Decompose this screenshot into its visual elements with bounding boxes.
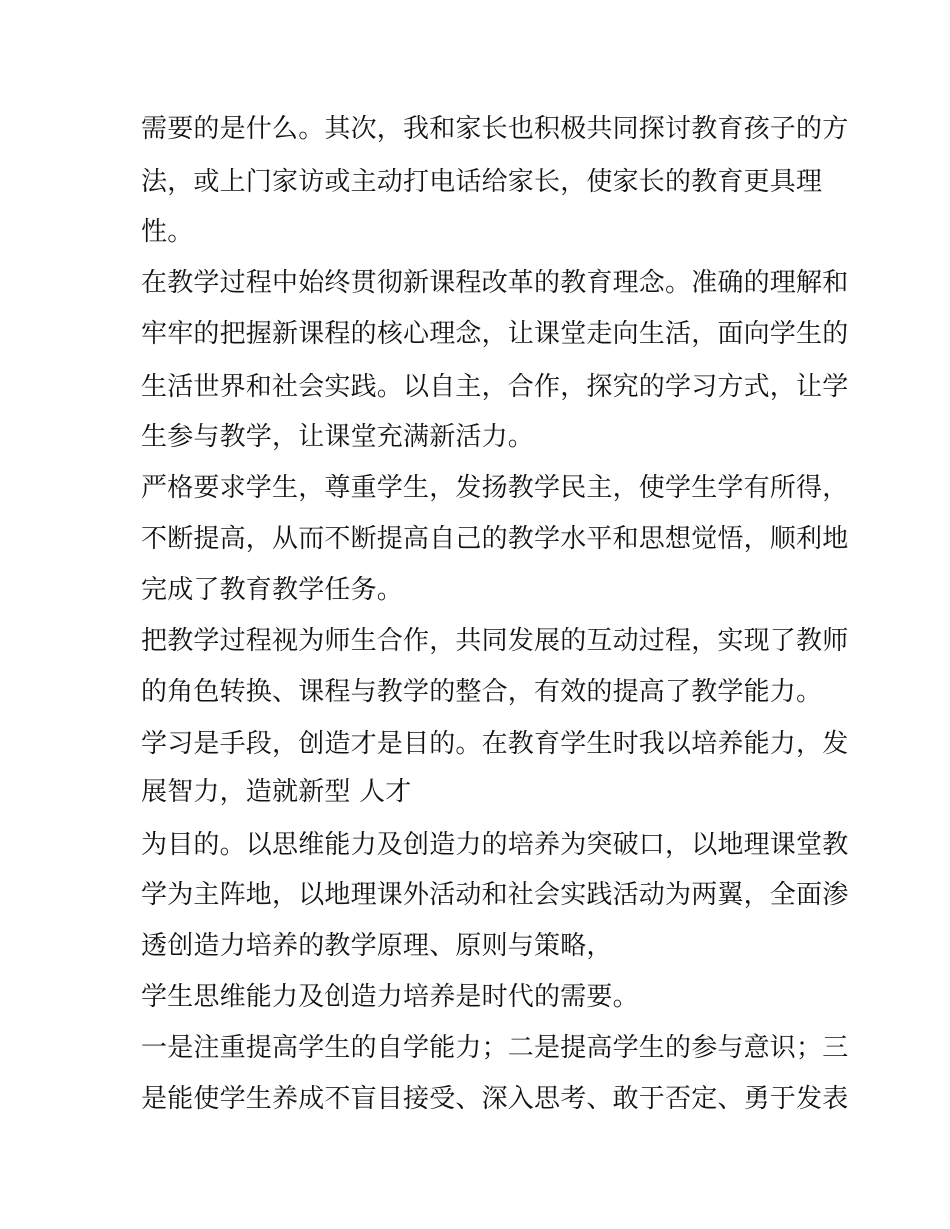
text-line: 把教学过程视为师生合作，共同发展的互动过程，实现了教师 xyxy=(141,626,849,656)
text-line: 的角色转换、课程与教学的整合，有效的提高了教学能力。 xyxy=(141,677,823,707)
text-line: 完成了教育教学任务。 xyxy=(141,575,404,605)
text-line: 生活世界和社会实践。以自主，合作，探究的学习方式，让学 xyxy=(141,372,849,402)
text-line: 需要的是什么。其次，我和家长也积极共同探讨教育孩子的方 xyxy=(141,114,849,144)
text-line: 严格要求学生，尊重学生，发扬教学民主，使学生学有所得， xyxy=(141,473,849,503)
text-line: 牢牢的把握新课程的核心理念，让课堂走向生活，面向学生的 xyxy=(141,319,849,349)
text-line: 一是注重提高学生的自学能力；二是提高学生的参与意识；三 xyxy=(141,1033,849,1063)
text-line: 展智力，造就新型 人才 xyxy=(141,777,412,807)
text-line: 法，或上门家访或主动打电话给家长，使家长的教育更具理 xyxy=(141,167,823,197)
text-line: 性。 xyxy=(141,217,194,247)
text-line: 在教学过程中始终贯彻新课程改革的教育理念。准确的理解和 xyxy=(141,268,849,298)
text-line: 透创造力培养的教学原理、原则与策略， xyxy=(141,931,613,961)
text-line: 是能使学生养成不盲目接受、深入思考、敢于否定、勇于发表 xyxy=(141,1084,849,1114)
text-line: 学生思维能力及创造力培养是时代的需要。 xyxy=(141,982,639,1012)
text-line: 为目的。以思维能力及创造力的培养为突破口，以地理课堂教 xyxy=(141,830,849,860)
text-line: 学为主阵地，以地理课外活动和社会实践活动为两翼，全面渗 xyxy=(141,880,849,910)
text-line: 学习是手段，创造才是目的。在教育学生时我以培养能力，发 xyxy=(141,729,849,759)
text-line: 生参与教学，让课堂充满新活力。 xyxy=(141,422,535,452)
text-line: 不断提高，从而不断提高自己的教学水平和思想觉悟，顺利地 xyxy=(141,524,849,554)
